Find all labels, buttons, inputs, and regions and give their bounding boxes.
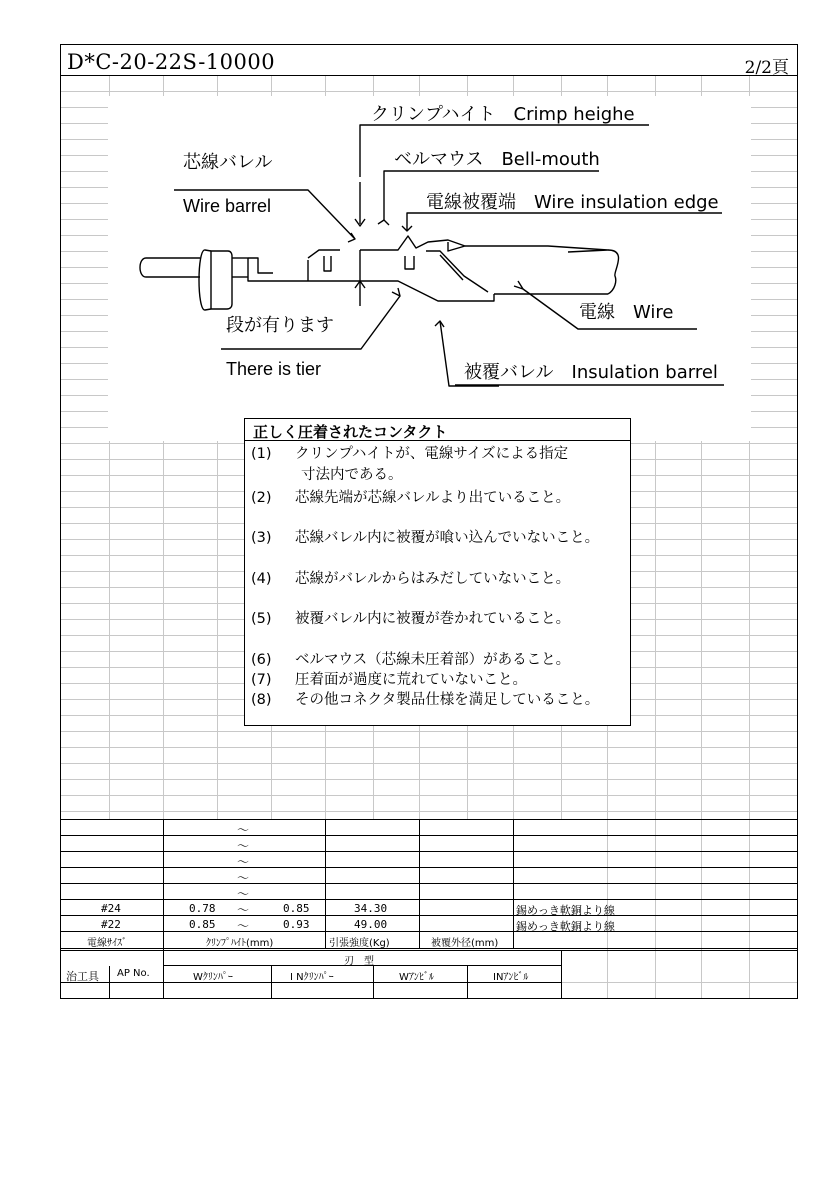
range-tilde: ～ (237, 887, 250, 901)
range-tilde: ～ (237, 855, 250, 869)
criteria-num: (7) (251, 672, 272, 688)
ap-no-header: AP No. (117, 968, 150, 979)
blade-type-header: 刃 型 (344, 956, 374, 967)
wire-barrel-label: Wire barrel (183, 196, 272, 216)
criteria-text: 被覆バレル内に被覆が巻かれていること。 (295, 611, 571, 627)
crimp-diagram (108, 96, 751, 441)
criteria-num: (3) (251, 530, 272, 546)
criteria-text: 芯線先端が芯線バレルより出ていること。 (295, 490, 571, 506)
core-barrel-jp-label: 芯線バレル (183, 152, 273, 173)
criteria-item (251, 486, 570, 507)
range-tilde: ～ (237, 823, 250, 837)
crimp-max-cell: 0.93 (283, 918, 310, 931)
col-crimp-height: ｸﾘﾝﾌﾟﾊｲﾄ(mm) (206, 938, 274, 949)
criteria-num: (8) (251, 692, 272, 708)
crimp-criteria-box (244, 418, 631, 726)
criteria-num: (2) (251, 490, 272, 506)
col-wire-size: 電線ｻｲｽﾞ (87, 938, 127, 949)
wire-size-cell: #24 (101, 902, 121, 915)
criteria-item (251, 567, 570, 588)
footer-rule (722, 998, 798, 999)
insulation-barrel-label: 被覆バレル Insulation barrel (464, 362, 718, 383)
criteria-text: クリンプハイトが、電線サイズによる指定 (295, 446, 569, 462)
range-tilde: ～ (237, 919, 250, 933)
in-crimper-header: I Nｸﾘﾝﾊﾟｰ (290, 972, 334, 983)
jig-header: 治工具 (66, 970, 99, 983)
criteria-item (251, 648, 570, 669)
col-insulation-diam: 被覆外径(mm) (431, 938, 499, 949)
w-anvil-header: Wｱﾝﾋﾞﾙ (399, 972, 434, 983)
page-number: 2/2頁 (744, 58, 789, 78)
tier-en-label: There is tier (226, 359, 322, 379)
criteria-text: その他コネクタ製品仕様を満足していること。 (295, 692, 600, 708)
wire-label: 電線 Wire (579, 302, 674, 323)
criteria-num: (6) (251, 652, 272, 668)
criteria-title: 正しく圧着されたコンタクト (253, 423, 448, 441)
tensile-cell: 34.30 (354, 902, 388, 915)
criteria-num: (4) (251, 571, 272, 587)
criteria-item (251, 688, 599, 709)
part-number: D*C-20-22S-10000 (67, 50, 276, 74)
criteria-text: 芯線がバレルからはみだしていないこと。 (295, 571, 571, 587)
crimp-max-cell: 0.85 (283, 902, 310, 915)
crimp-min-cell: 0.85 (189, 918, 216, 931)
bell-mouth-label: ベルマウス Bell-mouth (394, 149, 600, 170)
wire-material-cell: 錫めっき軟銅より線 (516, 920, 615, 933)
criteria-item (251, 607, 570, 628)
criteria-num: (5) (251, 611, 272, 627)
range-tilde: ～ (237, 871, 250, 885)
criteria-item (251, 526, 599, 547)
spec-sheet (60, 44, 798, 999)
criteria-text: 芯線バレル内に被覆が喰い込んでいないこと。 (295, 530, 600, 546)
criteria-num: (1) (251, 446, 272, 462)
wire-size-cell: #22 (101, 918, 121, 931)
wire-material-cell: 錫めっき軟銅より線 (516, 904, 615, 917)
w-crimper-header: Wｸﾘﾝﾊﾟｰ (193, 972, 233, 983)
criteria-item (251, 668, 527, 689)
crimp-min-cell: 0.78 (189, 902, 216, 915)
criteria-item (251, 442, 568, 463)
criteria-text-cont: 寸法内である。 (301, 467, 403, 483)
range-tilde: ～ (237, 903, 250, 917)
wire-insulation-edge-label: 電線被覆端 Wire insulation edge (426, 192, 719, 213)
col-tensile: 引張強度(Kg) (329, 938, 390, 949)
crimp-height-label: クリンプハイト Crimp heighe (371, 104, 635, 125)
criteria-text: 圧着面が過度に荒れていないこと。 (295, 672, 527, 688)
in-anvil-header: INｱﾝﾋﾞﾙ (493, 972, 529, 983)
tensile-cell: 49.00 (354, 918, 388, 931)
tier-jp-label: 段が有ります (226, 315, 334, 336)
range-tilde: ～ (237, 839, 250, 853)
criteria-divider (245, 440, 630, 441)
criteria-text: ベルマウス（芯線未圧着部）があること。 (295, 652, 571, 668)
